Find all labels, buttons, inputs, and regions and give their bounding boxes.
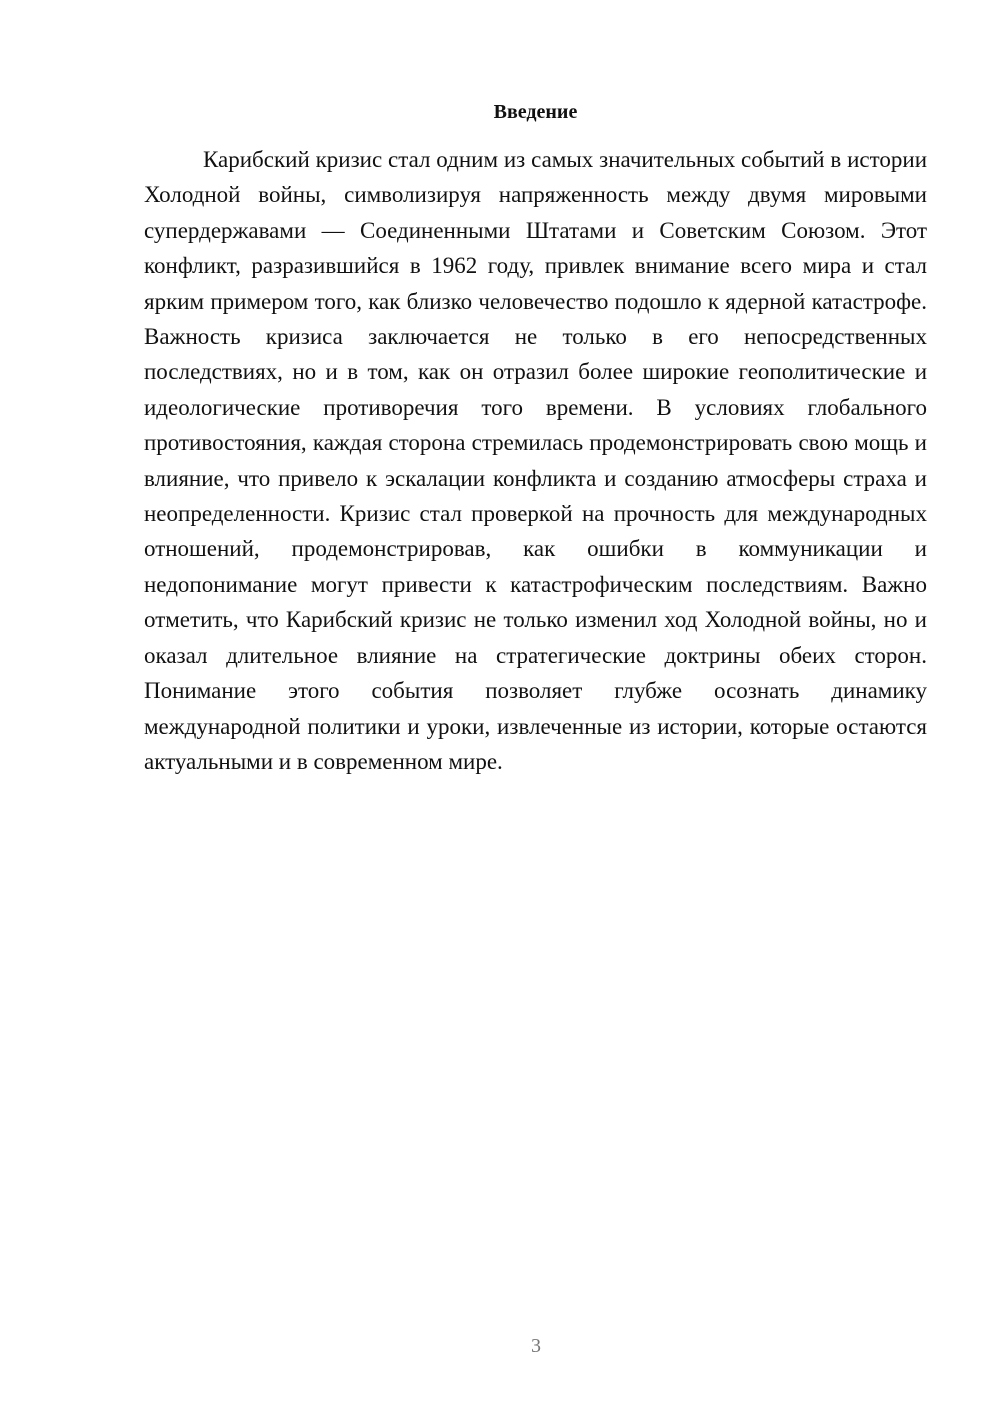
section-title: Введение xyxy=(493,101,578,123)
page-number: 3 xyxy=(531,1335,541,1357)
body-paragraph: Карибский кризис стал одним из самых значительных событий в истории Холодной войны, символизируя напряженность между двумя мировыми супердержавами — Соединенными Штатами и Советским Союзом. Этот конфликт, разразившийся в 1962 году, привлек внимание всего мира и стал ярким примером того, как близко человечество подошло к ядерной катастрофе. Важность кризиса заключается не только в его непосредственных последствиях, но и в том, как он отразил более широкие геополитические и идеологические противоречия того времени. В условиях глобального противостояния, каждая сторона стремилась продемонстрировать свою мощь и влияние, что привело к эскалации конфликта и созданию атмосферы страха и неопределенности. Кризис стал проверкой на прочность для международных отношений, продемонстрировав, как ошибки в коммуникации и недопонимание могут привести к катастрофическим последствиям. Важно отметить, что Карибский кризис не только изменил ход Холодной войны, но и оказал длительное влияние на стратегические доктрины обеих сторон. Понимание этого события позволяет глубже осознать динамику международной политики и уроки, извлеченные из истории, которые остаются актуальными и в современном мире. xyxy=(144,147,927,774)
